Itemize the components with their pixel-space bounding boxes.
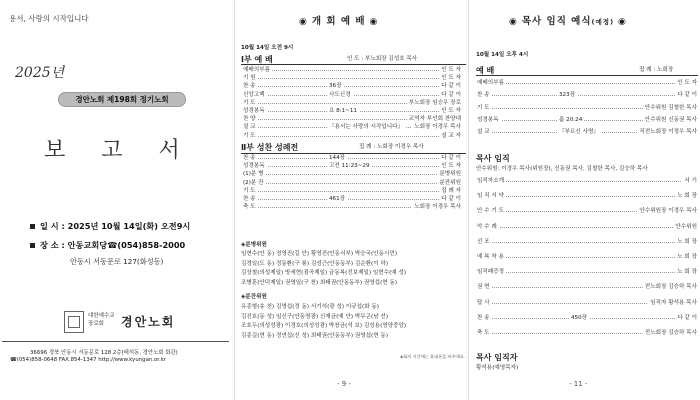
order-role: 안수위원 <box>675 223 697 230</box>
order-role: 서 기 <box>684 178 697 184</box>
order-role: 분병위원 <box>439 171 461 178</box>
order-item: 설 교 <box>477 129 490 136</box>
motto-text: 용서, 사랑의 시작입니다 <box>9 14 89 23</box>
ordination-datetime: 10월 14일 오후 4시 <box>476 52 529 58</box>
order-role: 다 같 이 <box>441 196 461 202</box>
order-role: 안수위원 신동권 목사 <box>644 116 697 123</box>
order-detail: 144장 <box>329 155 346 161</box>
order-item: 찬 송 <box>477 92 490 99</box>
order-row <box>235 133 466 141</box>
order-role: 인 도 자 <box>441 108 461 114</box>
committee-row: 김진호(동 성) 임신구(안동영광) 신재균(예 안) 박무곤(남 선) <box>241 313 389 320</box>
order-row <box>469 193 700 208</box>
place-label: 장 소 <box>40 240 59 250</box>
order-role: 노 회 장 <box>677 269 697 276</box>
order-item: 답 사 <box>477 299 490 306</box>
order-row <box>469 129 700 141</box>
page-header <box>505 13 631 27</box>
order-role: 임직자 황석용 목사 <box>650 299 697 306</box>
dotted-leader <box>255 158 459 159</box>
order-row <box>469 178 700 193</box>
dotted-leader <box>255 95 459 96</box>
order-item: 기 도 <box>243 99 256 106</box>
committee-row: 조호두(의성성광) 이경호(의성성광) 박창균(석 보) 김성용(영양중앙) <box>241 323 407 329</box>
order-item: 임직패증정 <box>477 269 505 276</box>
order-row <box>235 188 466 196</box>
order-item: 찬 송 <box>243 83 256 90</box>
dotted-leader <box>255 86 459 87</box>
order-row <box>469 315 700 330</box>
order-row <box>235 171 466 179</box>
order-row <box>235 108 466 116</box>
worship-rule <box>476 75 698 76</box>
header-text: 개 회 예 배 <box>311 16 366 27</box>
cup-committee-title: ◈분잔위원 <box>241 294 267 300</box>
order-item: (1)분 병 <box>243 171 264 178</box>
denomination-label: 대한예수교 장로회 <box>88 313 115 327</box>
phone-note: ◈회의 시간에는 휴대폰을 꺼주세요. <box>400 354 466 359</box>
order-row <box>235 92 466 100</box>
order-row <box>469 254 700 269</box>
order-item: 임 직 서 약 <box>477 193 504 200</box>
dotted-leader <box>489 272 693 273</box>
order-detail: 323장 <box>559 92 576 99</box>
order-role: 노회장 이경우 목사 <box>414 124 461 131</box>
order-role: 교역자 부인회 찬양대 <box>408 116 461 123</box>
order-row <box>469 269 700 284</box>
date-value: 2025년 10월 14일(화) 오전9시 <box>67 221 191 231</box>
ordination-title: 목사 임직 <box>476 154 510 163</box>
ordination-page <box>468 0 700 400</box>
order-row <box>235 67 466 75</box>
ordinand-title: 목사 임직자 <box>476 353 518 362</box>
order-row <box>469 224 700 239</box>
part1-host: 인 도 : 부노회장 김성호 목사 <box>347 56 418 62</box>
worship-title: 예 배 <box>476 66 495 75</box>
order-detail: 『부르신 사명』 <box>559 129 599 136</box>
order-row <box>469 117 700 129</box>
order-item: 축 도 <box>243 204 256 211</box>
dotted-leader <box>489 318 693 319</box>
committee-row: 김상철(의성제일) 방세현(점곡제일) 금동복(진보제일) 임현수(예 성) <box>241 270 407 276</box>
worship-datetime: 10월 14일 오전 9시 <box>241 45 294 51</box>
order-row <box>235 100 466 108</box>
order-item: 안 수 기 도 <box>477 208 504 215</box>
cover-page <box>0 0 232 400</box>
order-role: 안수위원장 이경우 목사 <box>639 208 697 215</box>
order-detail: 『용서는 사랑의 시작입니다』 <box>329 124 404 131</box>
order-row <box>235 163 466 171</box>
order-row <box>469 300 700 315</box>
order-role: 노회장 이경우 목사 <box>414 204 461 211</box>
part1-title: Ⅰ부 예 배 <box>241 55 273 64</box>
order-role: 인 도 자 <box>441 163 461 170</box>
order-role: 다 같 이 <box>677 92 697 99</box>
order-role: 부노회장 임승우 장로 <box>408 99 461 106</box>
order-item: 선 포 <box>477 238 490 245</box>
order-item: 기 도 <box>477 104 490 111</box>
ordination-committee: 안수위원: 이경우 목사(위원장), 신동권 목사, 김철한 목사, 김승하 목사 <box>476 166 648 172</box>
order-item: 기 원 <box>243 75 256 82</box>
order-item: 성경봉독 <box>243 108 265 114</box>
part2-rule <box>241 153 466 154</box>
order-role: 안수위원 김철한 목사 <box>644 104 697 111</box>
order-item: 기 도 <box>243 187 256 194</box>
committee-row: 유종형(송 천) 김영섭(정 동) 서기석(광 성) 이규섭(화 동) <box>241 304 379 310</box>
dotted-leader <box>255 199 459 200</box>
address-text: 안동시 서동문로 127(화성동) <box>70 257 164 266</box>
order-item: 신앙고백 <box>243 91 265 98</box>
dotted-leader <box>489 181 693 182</box>
page-number: - 11 - <box>569 380 588 388</box>
order-item: 찬 송 <box>243 196 256 202</box>
order-role: 인 도 자 <box>441 75 461 82</box>
order-row <box>469 284 700 299</box>
order-row <box>235 204 466 212</box>
order-item: 축 도 <box>477 330 490 336</box>
date-line: 일 시 : 2025년 10월 14일(화) 오전9시 <box>30 221 190 232</box>
place-value: 안동교회당☎(054)858-2000 <box>67 240 186 250</box>
dotted-leader <box>255 136 459 137</box>
order-detail: 461장 <box>329 196 346 202</box>
dotted-leader <box>255 174 459 175</box>
bullet-square-icon <box>30 224 35 229</box>
order-row <box>469 105 700 117</box>
order-item: 예배의부름 <box>243 67 271 73</box>
report-title: 보고서 <box>44 138 216 163</box>
worship-host: 집 례 : 노회장 <box>639 67 674 73</box>
order-item: 성경봉독 <box>243 163 265 170</box>
order-item: 성경봉독 <box>477 116 499 123</box>
ordinand-name: 황석용(예영목자) <box>476 365 519 371</box>
order-role: 분잔위원 <box>439 179 461 186</box>
order-role: 인 도 자 <box>677 80 697 86</box>
order-item: 예 복 착 용 <box>477 254 504 260</box>
dotted-leader <box>255 183 459 184</box>
order-item: (2)분 잔 <box>243 179 264 186</box>
order-item: 기 도 <box>243 132 256 139</box>
part2-title: Ⅱ부 성찬 성례전 <box>241 143 299 152</box>
order-role: 인 도 자 <box>441 67 461 73</box>
place-line: 장 소 : 안동교회당☎(054)858-2000 <box>30 240 185 251</box>
dotted-leader <box>489 196 693 197</box>
opening-worship-page <box>234 0 466 400</box>
order-item: 권 면 <box>477 284 490 291</box>
order-role: 다 같 이 <box>441 155 461 161</box>
year-title: 2025년 <box>15 65 65 81</box>
session-banner: 경안노회 제198회 정기노회 <box>58 92 186 107</box>
part2-host: 집 례 : 노회장 이경우 목사 <box>359 144 424 150</box>
order-row <box>235 155 466 163</box>
order-row <box>469 239 700 254</box>
order-role: 노 회 장 <box>677 238 697 245</box>
presbytery-name: 경안노회 <box>121 315 176 329</box>
order-detail: 요 8:1~11 <box>329 108 357 114</box>
order-item: 찬 양 <box>243 116 256 123</box>
church-seal-icon <box>64 311 84 333</box>
committee-row: 김경일(도 동) 정동환(구 룡) 김성근(안동동부) 김순환(이 하) <box>241 260 389 267</box>
order-item: 예배의부름 <box>477 80 505 86</box>
order-row <box>235 75 466 83</box>
committee-row: 김종길(현 동) 정연섭(신 성) 최태권(안동동부) 권영섭(현 동) <box>241 332 389 339</box>
header-suffix: (예정) <box>591 18 615 26</box>
dotted-leader <box>489 83 693 84</box>
order-row <box>235 83 466 91</box>
dotted-leader <box>489 257 693 258</box>
bread-committee-title: ◈분병위원 <box>241 242 267 248</box>
order-role: 다 같 이 <box>441 83 461 90</box>
order-role: 설 교 자 <box>441 132 461 139</box>
order-detail: 36장 <box>329 83 342 90</box>
bullet-square-icon <box>30 243 35 248</box>
order-item: 설 교 <box>243 124 256 131</box>
date-label: 일 시 <box>40 221 59 231</box>
order-item: 찬 송 <box>477 314 490 321</box>
committee-row: 조병훈(안덕제일) 권영일(구 천) 최태권(안동동부) 권영섭(현 동) <box>241 279 398 286</box>
order-item: 임직자소개 <box>477 178 505 184</box>
bullseye-icon: ◉ <box>299 17 308 27</box>
dotted-leader <box>255 78 459 79</box>
dotted-leader <box>489 242 693 243</box>
footer-address: 36696 경북 안동시 서동문로 128 2층(태석동, 경안노회 회관) <box>30 350 178 356</box>
dotted-leader <box>489 227 693 228</box>
order-item: 찬 송 <box>243 155 256 161</box>
page-number: - 9 - <box>337 380 351 388</box>
order-role: 노 회 장 <box>677 254 697 260</box>
bullseye-icon: ◉ <box>369 17 379 27</box>
order-role: 직전노회장 이정우 목사 <box>639 129 697 136</box>
order-detail: 사도신경 <box>329 91 351 98</box>
order-row <box>469 330 700 345</box>
order-row <box>469 208 700 223</box>
order-row <box>469 92 700 104</box>
dotted-leader <box>255 70 459 71</box>
header-text: 목사 임직 예식 <box>521 16 592 27</box>
order-role: 다 같 이 <box>441 91 461 98</box>
bullseye-icon: ◉ <box>618 17 627 27</box>
part1-rule <box>241 64 466 65</box>
dotted-leader <box>255 191 459 192</box>
footer-divider <box>2 341 229 342</box>
footer-contact: ☎(054)858-0648 FAX.854-1347 http://www.kyungan.or.kr <box>10 357 167 363</box>
order-role: 다 같 이 <box>677 314 697 321</box>
order-item: 악 수 례 <box>477 223 497 230</box>
order-role: 전노회장 김승하 목사 <box>644 330 697 336</box>
order-row <box>235 124 466 132</box>
order-row <box>469 80 700 92</box>
order-row <box>235 196 466 204</box>
order-detail: 롬 20:24 <box>559 116 583 123</box>
page-header <box>295 13 382 27</box>
dotted-leader <box>489 95 693 96</box>
order-role: 노 회 장 <box>677 193 697 200</box>
order-role: 전노회장 김승하 목사 <box>644 284 697 291</box>
order-role: 집 례 자 <box>441 187 461 194</box>
committee-row: 임현수(안 동) 정영진(길 안) 황영진(안동서부) 박승국(안동시민) <box>241 251 398 257</box>
order-row <box>235 180 466 188</box>
order-detail: 고전 11:23~29 <box>329 163 370 170</box>
order-detail: 450장 <box>571 314 588 321</box>
bullseye-icon: ◉ <box>509 17 518 27</box>
